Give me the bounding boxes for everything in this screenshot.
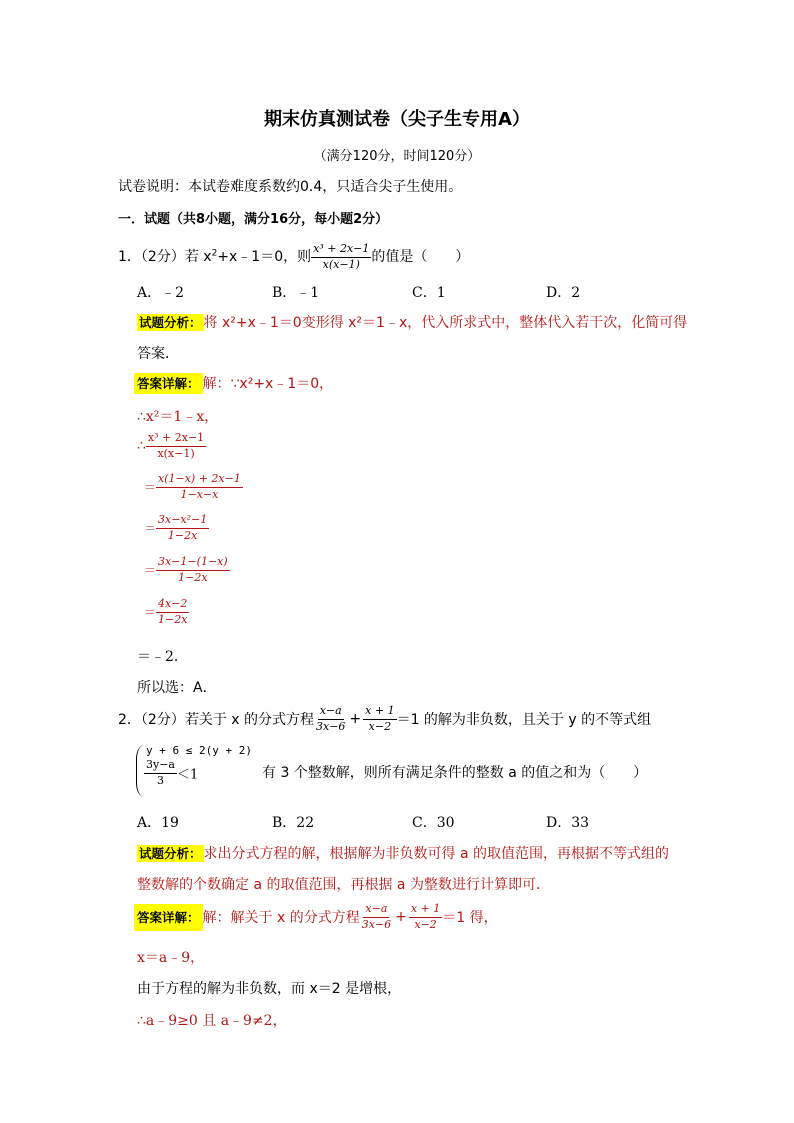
exam-note: 试卷说明：本试卷难度系数约0.4，只适合尖子生使用。: [118, 179, 463, 195]
q2-f2-num: x + 1: [363, 705, 396, 720]
q2-option-a: A．19: [137, 815, 179, 831]
q1-frac-num: x³ + 2x−1: [311, 243, 371, 258]
q2-answer-fraction-2: [409, 903, 442, 931]
q2-fraction-1: [314, 705, 347, 733]
q2-f1-den: 3x−6: [316, 719, 346, 733]
q1-choose: 所以选：A．: [137, 680, 217, 696]
q2-answer-fraction-1: [360, 903, 393, 931]
q2-analysis-line1: [137, 843, 669, 863]
q2-a-f2-den: x−2: [414, 917, 437, 931]
q2-line3: ∴a﹣9≥0 且 a﹣9≠2，: [137, 1013, 287, 1029]
q2-system-fraction: [144, 759, 177, 787]
page-title: 期末仿真测试卷（尖子生专用A）: [264, 109, 530, 130]
q2-option-c: C．30: [412, 815, 455, 831]
q2-analysis-line2: 整数解的个数确定 a 的取值范围，再根据 a 为整数进行计算即可．: [137, 877, 550, 893]
q2-sys-den: 3: [157, 773, 164, 787]
q2-system-line2: [144, 759, 198, 787]
q1-step-fraction-5: [156, 598, 189, 626]
q1-step6: [144, 598, 189, 626]
eq-sign: ＝: [144, 605, 157, 620]
step2-num: x(1−x) + 2x−1: [156, 473, 243, 488]
q1-fraction: [311, 243, 371, 271]
q1-step-fraction-3: [156, 514, 209, 542]
page-subtitle: （满分120分，时间120分）: [313, 149, 481, 164]
q2-f2-den: x−2: [368, 719, 392, 733]
eq-sign: ＝: [144, 521, 157, 536]
q1-answer-head-text: 解：∵x²+x﹣1＝0，: [202, 376, 334, 392]
q2-stem-pre: 2．（2分）若关于 x 的分式方程: [118, 712, 314, 729]
q2-sys-num: 3y−a: [144, 759, 177, 774]
q2-option-b: B．22: [272, 815, 315, 831]
q2-a-f1-den: 3x−6: [361, 917, 392, 931]
eq-sign: ＝: [144, 480, 157, 495]
q2-fraction-2: [363, 705, 396, 733]
q1-step-fraction-1: [146, 432, 206, 460]
q1-option-a: A．﹣2: [137, 285, 185, 301]
q2-stem-post: ＝1 的解为非负数，且关于 y 的不等式组: [396, 712, 652, 729]
q2-a-f1-num: x−a: [363, 903, 389, 918]
q2-answer-head: [134, 903, 498, 931]
step1-num: x³ + 2x−1: [146, 432, 206, 447]
q1-result: ＝﹣2．: [137, 649, 188, 665]
q1-option-c: C．1: [412, 285, 446, 301]
q1-step2: [137, 432, 206, 460]
step4-den: 1−2x: [178, 570, 208, 584]
q1-step5: [144, 556, 230, 584]
answer-label: 答案详解：: [134, 904, 203, 931]
q2-option-d: D．33: [546, 815, 590, 831]
q2-system-line1: y + 6 ≤ 2(y + 2): [146, 744, 252, 757]
q1-step-fraction-2: [156, 473, 243, 501]
eq-sign: ＝: [144, 563, 157, 578]
step2-den: 1−x−x: [180, 487, 219, 501]
q2-plus: +: [349, 711, 362, 728]
q2-line2: 由于方程的解为非负数，而 x＝2 是增根，: [137, 981, 402, 997]
q1-step3: [144, 473, 243, 501]
q1-stem-mid: +x﹣1＝0，则: [217, 249, 312, 266]
step5-den: 1−2x: [158, 612, 188, 626]
q1-step4: [144, 514, 209, 542]
q2-answer-post: ＝1 得，: [442, 910, 498, 927]
q1-stem-sup: 2: [211, 248, 218, 259]
q1-step2-prefix: ∴: [137, 438, 146, 455]
q1-stem: [118, 243, 469, 271]
step3-num: 3x−x²−1: [156, 514, 209, 529]
step3-den: 1−2x: [167, 528, 198, 542]
step1-den: x(x−1): [157, 446, 195, 460]
q2-sys-rel: ＜1: [177, 767, 199, 783]
q2-a-f2-num: x + 1: [409, 903, 442, 918]
q2-answer-plus: +: [395, 909, 407, 926]
analysis-label: 试题分析：: [139, 315, 202, 330]
analysis-label: 试题分析：: [139, 846, 202, 861]
step5-num: 4x−2: [156, 598, 189, 613]
q1-option-d: D．2: [546, 285, 581, 301]
q1-stem-post: 的值是（ ）: [371, 249, 470, 266]
q1-analysis-line2: 答案．: [137, 346, 179, 362]
q1-step-fraction-4: [156, 556, 230, 584]
q2-answer-pre: 解：解关于 x 的分式方程: [202, 910, 360, 927]
q1-option-b: B．﹣1: [272, 285, 320, 301]
q2-line1: x＝a﹣9，: [137, 950, 205, 966]
q1-frac-den: x(x−1): [322, 257, 360, 271]
q2-stem: [118, 705, 651, 733]
q2-f1-num: x−a: [318, 705, 344, 720]
q1-step1: ∴x²＝1﹣x，: [137, 409, 219, 425]
q2-system-tail: 有 3 个整数解，则所有满足条件的整数 a 的值之和为（ ）: [262, 765, 648, 781]
step4-num: 3x−1−(1−x): [156, 556, 230, 571]
answer-label: 答案详解：: [134, 373, 203, 394]
q1-analysis-line1: [137, 312, 687, 332]
q2-analysis-text: 求出分式方程的解，根据解为非负数可得 a 的取值范围，再根据不等式组的: [203, 846, 669, 862]
q1-answer-head: [134, 373, 333, 393]
section-heading: 一．试题（共8小题，满分16分，每小题2分）: [118, 212, 389, 227]
q1-stem-pre: 1．（2分）若 x: [118, 249, 212, 266]
q1-analysis-text: 将 x²+x﹣1＝0变形得 x²＝1﹣x，代入所求式中，整体代入若干次，化简可得: [203, 315, 688, 331]
